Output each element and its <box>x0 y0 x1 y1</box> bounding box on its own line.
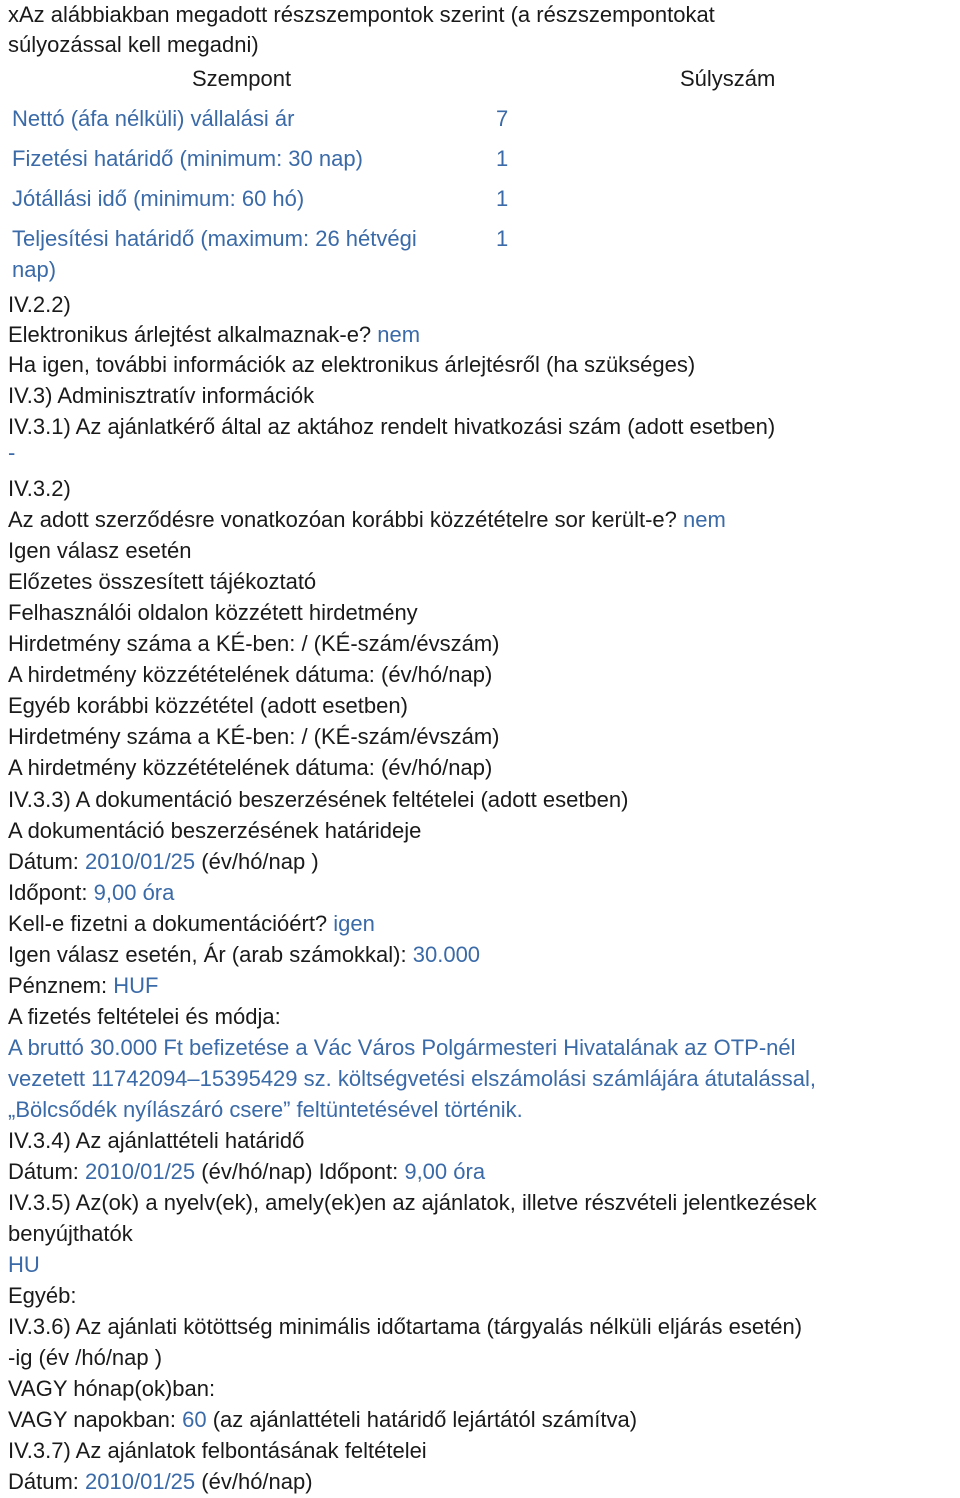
time-line: Időpont: 9,00 óra <box>8 880 175 905</box>
text-line: Igen válasz esetén <box>8 538 192 563</box>
criterion-row: Teljesítési határidő (maximum: 26 hétvégi <box>12 226 417 251</box>
days-value: 60 <box>182 1407 207 1432</box>
section-heading: IV.3.6) Az ajánlati kötöttség minimális időtartama (tárgyalás nélküli eljárás esetén) <box>8 1314 803 1339</box>
question-line: Az adott szerződésre vonatkozóan korábbi közzétételre sor került-e? nem <box>8 507 726 532</box>
time-value: 9,00 óra <box>93 880 175 905</box>
date-line: Dátum: 2010/01/25 (év/hó/nap ) <box>8 849 319 874</box>
info-line: Ha igen, további információk az elektronikus árlejtésről (ha szükséges) <box>8 352 696 377</box>
marker: x <box>8 2 19 27</box>
text-line: A hirdetmény közzétételének dátuma: (év/hó/nap) <box>8 755 493 780</box>
date-value: 2010/01/25 <box>85 849 196 874</box>
terms-text: vezetett 11742094–15395429 sz. költségvetési elszámolási számlájára átutalással, <box>8 1066 816 1091</box>
currency-value: HUF <box>113 973 159 998</box>
price-line: Igen válasz esetén, Ár (arab számokkal): 30.000 <box>8 942 481 967</box>
weight-cell: 1 <box>496 146 509 171</box>
text-line: A dokumentáció beszerzésének határideje <box>8 818 422 843</box>
section-heading: IV.3.3) A dokumentáció beszerzésének feltételei (adott esetben) <box>8 787 629 812</box>
date-line: Dátum: 2010/01/25 (év/hó/nap) <box>8 1469 313 1494</box>
weight-cell: 1 <box>496 226 509 251</box>
question-line: Elektronikus árlejtést alkalmaznak-e? nem <box>8 322 421 347</box>
text-line: A hirdetmény közzétételének dátuma: (év/hó/nap) <box>8 662 493 687</box>
text-line: Hirdetmény száma a KÉ-ben: / (KÉ-szám/évszám) <box>8 724 500 749</box>
terms-text: A bruttó 30.000 Ft befizetése a Vác Város Polgármesteri Hivatalának az OTP-nél <box>8 1035 796 1060</box>
text-line: Hirdetmény száma a KÉ-ben: / (KÉ-szám/évszám) <box>8 631 500 656</box>
section-heading: IV.3.5) Az(ok) a nyelv(ek), amely(ek)en az ajánlatok, illetve részvételi jelentkezések <box>8 1190 817 1215</box>
payment-question: Kell-e fizetni a dokumentációért? igen <box>8 911 375 936</box>
days-line: VAGY napokban: 60 (az ajánlattételi határidő lejártától számítva) <box>8 1407 638 1432</box>
text-line: VAGY hónap(ok)ban: <box>8 1376 216 1401</box>
terms-text: „Bölcsődék nyílászáró csere” feltüntetésével történik. <box>8 1097 523 1122</box>
currency-line: Pénznem: HUF <box>8 973 159 998</box>
section-heading: IV.3.2) <box>8 476 71 501</box>
criterion-row-cont: nap) <box>12 257 57 282</box>
weight-header: Súlyszám <box>680 66 776 91</box>
answer-value: nem <box>377 322 421 347</box>
criterion-row: Fizetési határidő (minimum: 30 nap) <box>12 146 363 171</box>
section-heading: IV.3.1) Az ajánlatkérő által az aktához rendelt hivatkozási szám (adott esetben) <box>8 414 776 439</box>
weight-cell: 7 <box>496 106 509 131</box>
price-value: 30.000 <box>412 942 481 967</box>
intro-line-2: súlyozással kell megadni) <box>8 32 259 57</box>
date-value: 2010/01/25 <box>85 1159 196 1184</box>
section-heading: IV.2.2) <box>8 292 71 317</box>
answer-value: igen <box>333 911 375 936</box>
criteria-header: Szempont <box>192 66 292 91</box>
criterion-row: Nettó (áfa nélküli) vállalási ár <box>12 106 295 131</box>
date-line: Dátum: 2010/01/25 (év/hó/nap) Időpont: 9,00 óra <box>8 1159 486 1184</box>
intro-line-1: xAz alábbiakban megadott részszempontok szerint (a részszempontokat <box>8 2 715 27</box>
section-heading: IV.3) Adminisztratív információk <box>8 383 315 408</box>
section-heading: IV.3.7) Az ajánlatok felbontásának feltételei <box>8 1438 427 1463</box>
text-line: Előzetes összesített tájékoztató <box>8 569 317 594</box>
text-line: benyújthatók <box>8 1221 133 1246</box>
answer-value: nem <box>683 507 726 532</box>
criterion-row: Jótállási idő (minimum: 60 hó) <box>12 186 305 211</box>
text-line: Egyéb: <box>8 1283 77 1308</box>
date-value: 2010/01/25 <box>85 1469 196 1494</box>
text-line: Felhasználói oldalon közzétett hirdetmény <box>8 600 418 625</box>
reference-value: - <box>8 440 16 465</box>
text-line: -ig (év /hó/nap ) <box>8 1345 163 1370</box>
weight-cell: 1 <box>496 186 509 211</box>
time-value: 9,00 óra <box>404 1159 486 1184</box>
text-line: A fizetés feltételei és módja: <box>8 1004 281 1029</box>
language-value: HU <box>8 1252 40 1277</box>
text-line: Egyéb korábbi közzététel (adott esetben) <box>8 693 408 718</box>
section-heading: IV.3.4) Az ajánlattételi határidő <box>8 1128 305 1153</box>
